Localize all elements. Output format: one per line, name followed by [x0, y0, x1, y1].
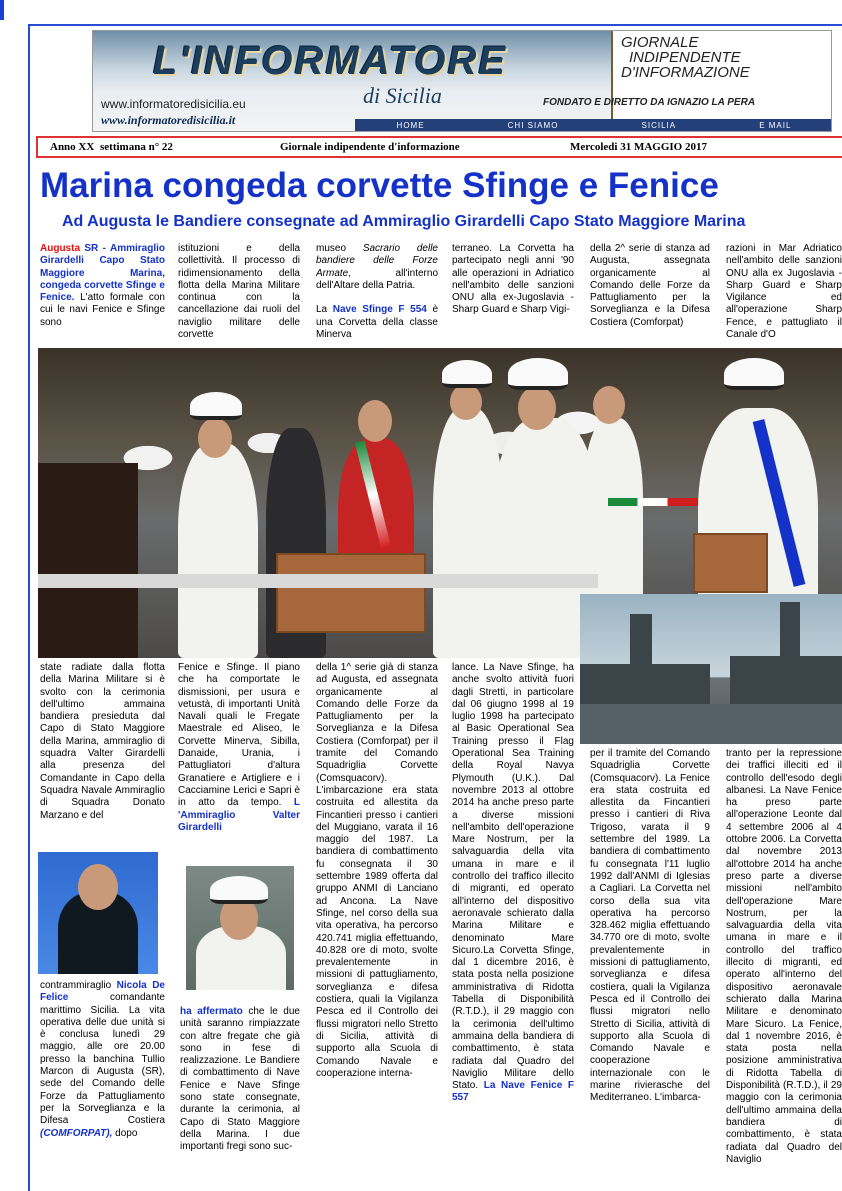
bottom-column-1b: [40, 980, 165, 1191]
column-text: è una Corvetta della classe Minerva: [316, 304, 438, 341]
top-column-5: [590, 243, 710, 345]
photo-figure: [583, 418, 643, 618]
photo-cap: [508, 358, 568, 390]
bottom-column-1a: [40, 662, 165, 848]
page-edge-mark: [0, 0, 4, 20]
name-girardelli: L 'Ammiraglio Valter Girardelli: [178, 797, 300, 833]
photo-face: [358, 400, 392, 442]
bottom-column-2a: [178, 662, 300, 862]
tagline-line: GIORNALE: [621, 34, 699, 51]
nav-home[interactable]: HOME: [396, 120, 425, 130]
column-text: istituzioni e della collettività. Il processo di ridimensionamento della flotta della Marina Militare continua con la cancellazione dai ruoli del naviglio militare delle corvette: [178, 243, 300, 341]
nav-sicilia[interactable]: SICILIA: [641, 120, 677, 130]
bottom-column-2b: [180, 1006, 300, 1191]
portrait-girardelli: [186, 866, 294, 990]
ship-name-fenice: La Nave Fenice F 557: [452, 1080, 574, 1104]
issue-week: settimana n° 22: [100, 141, 173, 153]
top-column-1: [40, 243, 165, 345]
photo-ship: [730, 656, 842, 704]
issue-line: [36, 136, 842, 158]
photo-table: [38, 574, 598, 588]
site-url-it[interactable]: www.informatoredisicilia.it: [101, 113, 236, 127]
name-de-felice: Nicola De Felice: [40, 980, 165, 1004]
column-text: razioni in Mar Adriatico nell'ambito delle sanzioni ONU alla ex Jugoslavia - Sharp Guard e Sharp Vigilance ed all'operazione Sharp Fence, e pattugliato il Canale d'O: [726, 243, 842, 341]
column-text: tranto per la repressione dei traffici illeciti ed il controllo dell'esodo degli albanesi. La Nave Fenice ha preso parte all'operazione Leonte dal 4 settembre 2006 al 4 ottobre 2006. La Corvetta dal novembre 2013 all'ottobre 2014 ha anche preso parte a diverse missioni nell'ambito dell'operazione Mare Nostrum, per la salvaguardia della vita umana in mare e il controllo del traffico illecito di migranti, ed operato all'interno del dispositivo aeronavale schierato dalla Marina Militare e denominato Mare Sicuro. La Fenice, dal 1 novembre 2016, è stata posta nella posizione amministrativa di Ridotta Tabella di Disponibilità (R.T.D.), il 29 maggio con la cerimonia dell'ultimo ammaina della bandiera di combattimento, è stata radiata dal Quadro del Naviglio: [726, 748, 842, 1165]
top-column-6: [726, 243, 842, 345]
masthead-title: L'INFORMATORE: [153, 39, 508, 83]
photo-podium: [38, 463, 138, 658]
column-text: terraneo. La Corvetta ha partecipato negli anni '90 alle operazioni in Adriatico nell'ambito delle sanzioni ONU alla ex-Jugoslavia - Sharp Guard e Sharp Vigi-: [452, 243, 574, 316]
portrait-de-felice: [38, 852, 158, 974]
ship-name-sfinge: Nave Sfinge F 554: [332, 304, 427, 316]
photo-figure: [178, 443, 258, 658]
tagline-line: D'INFORMAZIONE: [621, 64, 750, 81]
site-url-eu[interactable]: www.informatoredisicilia.eu: [101, 97, 246, 111]
column-text: L'atto formale con cui le navi Fenice e Sfinge sono: [40, 292, 165, 328]
top-column-4: [452, 243, 574, 345]
column-text: che le due unità saranno rimpiazzate con altre fregate che già sono in fese di realizzazione. Le Bandiere di combattimento di Nave Fenice e Nave Sfinge sono state consegnate, durante la cerimonia, al Capo di Stato Maggiore della Marina. I due importanti fregi sono suc-: [180, 1006, 300, 1153]
photo-box: [693, 533, 768, 593]
photo-ship-mast: [780, 602, 800, 662]
masthead-nav: [355, 119, 832, 131]
portrait-cap: [210, 876, 268, 904]
column-text: museo: [316, 243, 363, 254]
column-text: , all'interno dell'Altare della Patria.: [316, 267, 438, 291]
column-text: della 1^ serie già di stanza ad Augusta, ed assegnata organicamente al Comando delle Forze da Pattugliamento per la Sorveglianza e la Difesa Costiera (Comforpat) per il tramite del Comando Squadriglia Corvette (Comsquacorv). L'imbarcazione era stata costruita ed allestita da Fincantieri presso i cantieri del Muggiano, varata il 16 maggio del 1987. La bandiera di combattimento fu consegnata il 30 settembre 1989 offerta dal gruppo ANMI di Lanciano ad Ancona. La Nave Sfinge, nel corso della sua vita operativa, ha percorso 420.741 miglia effettuando, 40.828 ore di moto, svolte prevalentemente in missioni di pattugliamento, sorveglianza e difesa costiera, quali la Vigilanza Pesca ed il Controllo dei flussi migratori nello Stretto di Sicilia, attività di supporto alla Scuola di Comando Navale e cooperazione interna-: [316, 662, 438, 1079]
portrait-face: [78, 864, 118, 910]
nav-chi-siamo[interactable]: CHI SIAMO: [507, 120, 559, 130]
top-column-3: museo Sacrario delle bandiere delle Forze Armate, all'interno dell'Altare della Patria. La Nave Sfinge F 554 è una Corvetta della classe Minerva: [316, 243, 438, 341]
masthead-subtitle: di Sicilia: [363, 83, 442, 108]
column-text: dopo: [112, 1127, 138, 1139]
photo-cap: [442, 360, 492, 388]
column-text: contrammiraglio: [40, 980, 117, 991]
masthead-founder: FONDATO E DIRETTO DA IGNAZIO LA PERA: [543, 97, 756, 108]
masthead-logo: [93, 31, 613, 131]
photo-ship-mast: [630, 614, 652, 669]
ha-affermato: ha affermato: [180, 1006, 243, 1017]
top-column-2: [178, 243, 300, 345]
photo-face: [198, 418, 232, 458]
masthead: [92, 30, 832, 132]
photo-water: [580, 704, 842, 744]
subheadline: Ad Augusta le Bandiere consegnate ad Ammiraglio Girardelli Capo Stato Maggiore Marina: [62, 213, 746, 230]
photo-box: [276, 553, 426, 633]
bottom-column-3: [316, 662, 438, 1191]
bottom-column-5: [590, 748, 710, 1191]
column-text: lance. La Nave Sfinge, ha anche svolto attività fuori dagli Stretti, in particolare dal 06 giugno 1998 al 19 luglio 1998 ha partecipato al Basic Operational Sea Training presso il Flag Operational Sea Training della Royal Navya Plymouth (U.K.). Dal novembre 2013 al ottobre 2014 ha anche preso parte a diverse missioni nell'ambito dell'operazione Mare Nostrum, per la salvaguardia della vita umana in mare e il controllo del traffico illecito di migranti, ed operato all'interno del dispositivo aeronavale schierato dalla Marina Militare e denominato Mare Sicuro.La Corvetta Sfinge, dal 1 dicembre 2016, è stata posta nella posizione amministrativa di Ridotta Tabella di Disponibilità (R.T.D.), il 29 maggio con la cerimonia dell'ultimo ammaina della bandiera di combattimento, è stata radiata dal Quadro del Naviglio Militare dello Stato.: [452, 662, 574, 1092]
column-text: state radiate dalla flotta della Marina Militare si è svolto con la cerimonia dell'ultimo ammaina bandiera presieduta dal Capo di Stato Maggiore della Marina, ammiraglio di squadra Valter Girardelli alla presenza del Comandante in Capo della Squadra Navale Ammiraglio di Squadra Donato Marzano e del: [40, 662, 165, 821]
headline: Marina congeda corvette Sfinge e Fenice: [40, 166, 719, 205]
column-text: Fenice e Sfinge. Il piano che ha comportate le dismissioni, per usura e vetustà, di importanti Unità Navali quali le Fregate Maestrale ed Aliseo, le Corvette Minerva, Sibilla, Danaide, Urania, i Pattugliatori d'altura Granatiere e Artigliere e i Cacciamine Lerici e Sapri è in atto da tempo.: [178, 662, 300, 809]
masthead-tagline: [621, 35, 821, 80]
issue-volume: Anno XX: [50, 141, 95, 153]
comforpat: (COMFORPAT),: [40, 1127, 113, 1139]
photo-cap: [724, 358, 784, 390]
tagline-line: INDIPENDENTE: [629, 49, 741, 66]
nav-email[interactable]: E MAIL: [759, 120, 792, 130]
dateline-red: Augusta: [40, 243, 80, 254]
ships-photo: [580, 594, 842, 744]
column-text: comandante marittimo Sicilia. La vita operativa delle due unità si è conclusa lunedì 29 maggio, alle ore 20.00 presso la banchina Tullio Marcon di Augusta (SR), sede del Comando delle Forze da Pattugliamento per la Sorveglianza e la Difesa Costiera: [40, 992, 165, 1127]
bottom-column-4: [452, 662, 574, 1191]
photo-face: [593, 386, 625, 424]
lead-blue: SR - Ammiraglio Girardelli Capo Stato Maggiore Marina, congeda corvette Sfinge e Fenice.: [40, 243, 165, 304]
photo-ship: [580, 664, 710, 704]
photo-flag: [608, 498, 698, 506]
photo-cap: [190, 392, 242, 420]
bottom-column-6: [726, 748, 842, 1191]
column-text: della 2^ serie di stanza ad Augusta, assegnata organicamente al Comando delle Forze da Pattugliamento per la Sorveglianza e la Difesa Costiera (Comforpat): [590, 243, 710, 328]
issue-date: Mercoledi 31 MAGGIO 2017: [570, 141, 707, 153]
issue-paper: Giornale indipendente d'informazione: [280, 141, 460, 153]
photo-face: [450, 384, 482, 420]
column-italic: Sacrario delle bandiere delle Forze Armate: [316, 243, 438, 279]
column-text: per il tramite del Comando Squadriglia Corvette (Comsquacorv). La Fenice era stata costruita ed allestita da Fincantieri presso i cantieri di Riva Trigoso, varata il 9 settembre del 1989. La bandiera di combattimento fu consegnata l'11 luglio 1992 dall'ANMI di Iglesias a Cagliari. La Corvetta nel corso della sua vita operativa ha percorso 328.462 miglia effettuando 34.770 ore di moto, svolte prevalentemente in missioni di pattugliamento, sorveglianza e difesa costiera, quali la Vigilanza Pesca ed il Controllo dei flussi migratori nello Stretto di Sicilia, attività di supporto alla Scuola di Comando Navale e cooperazione internazionale con le marine rivierasche del Mediterraneo. L'imbarca-: [590, 748, 710, 1104]
photo-face: [518, 386, 556, 430]
